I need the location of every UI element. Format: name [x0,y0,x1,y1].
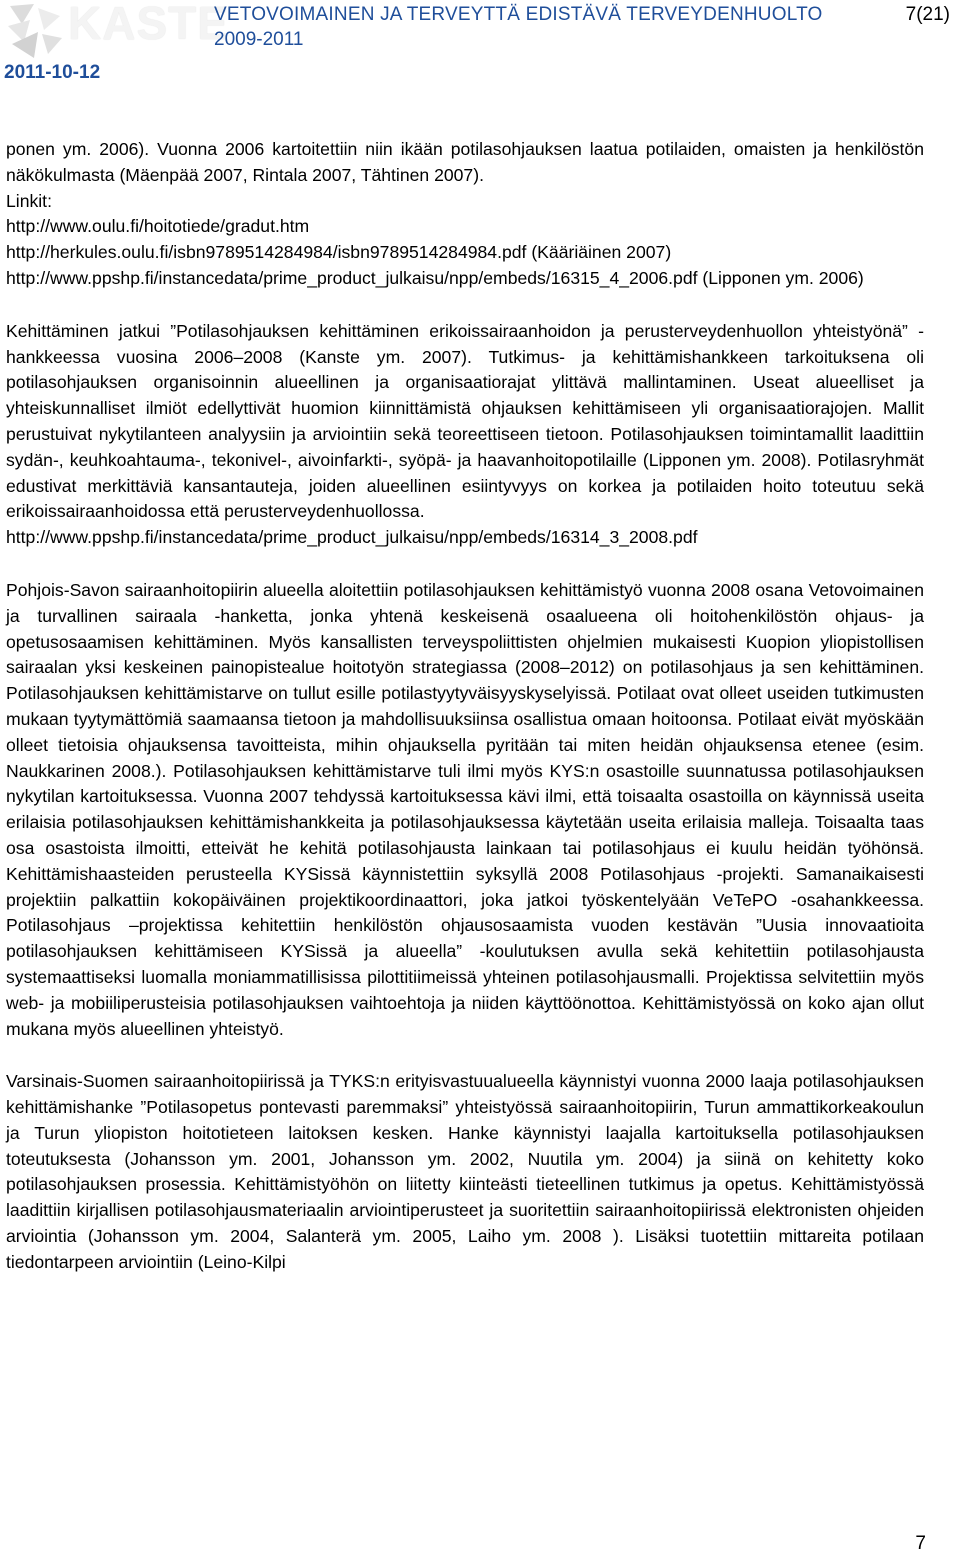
links-label: Linkit: [6,190,52,211]
paragraph-pohjois-savo: Pohjois-Savon sairaanhoitopiirin alueella aloitettiin potilasohjauksen kehittämistyö vuonna 2008 osana Vetovoimainen ja turvallinen sairaala -hanketta, jonka yhtenä keskeisenä osaalueena oli hoitohenkilöstön ohjaus- ja opetusosaamisen kehittäminen. Myös kansallisten terveyspoliittisten ohjelmien mukaisesti Kuopion yliopistollisen sairaalan yksi keskeinen painopistealue hoitotyön strategiassa (2008–2012) on potilasohjaus ja sen kehittäminen. Potilasohjauksen kehittämistarve on tullut esille potilastyytyväisyyskyselyissä. Potilaat ovat olleet useiden tutkimusten mukaan tyytymättömiä saamaansa tietoon ja mahdollisuuksiinsa osallistua omaan hoitoonsa. Potilaat eivät myöskään olleet tietoisia ohjauksensa tavoitteista, mihin ohjauksella pyritään tai miten heidän ohjauksensa etenee (esim. Naukkarinen 2008.). Potilasohjauksen kehittämistarve tuli ilmi myös KYS:n osastoille suunnatussa potilasohjauksen nykytilan kartoituksessa. Vuonna 2007 tehdyssä kartoituksessa kävi ilmi, että toisaalta osastoilla on käynnissä useita erilaisia potilasohjauksen kehittämishankkeita ja potilasohjauksessa käytetään useita erilaisia malleja. Toisaalta taas osa osastoista ilmoitti, etteivät he kehitä potilasohjausta lainkaan tai potilasohjaus ei kuulu heidän työhönsä. Kehittämishaasteiden perusteella KYSissä käynnistettiin syksyllä 2008 Potilasohjaus -projekti. Samanaikaisesti projektiin palkattiin kokopäiväinen projektikoordinaattori, joka jatkoi työskentelyään VeTePO -osahankkeessa. Potilasohjaus –projektissa kehitettiin henkilöstön ohjausosaamista vuoden kestävän ”Uusia innovaatioita potilasohjauksen kehittämiseen KYSissä ja alueella” -koulutuksen avulla sekä kehitettiin potilasohjausta systemaattiseksi luomalla moniammatillisissa pilottitiimeissä yhteinen potilasohjausmalli. Projektissa selvitettiin myös web- ja mobiiliperusteisia potilasohjauksen vaihtoehtoja ja niiden käyttöönottoa. Kehittämistyössä on koko ajan ollut mukana myös alueellinen yhteistyö. [6,579,924,1039]
paragraph-kehittaminen: Kehittäminen jatkui ”Potilasohjauksen kehittäminen erikoissairaanhoidon ja perusterveydenhuollon yhteistyönä” -hankkeessa vuosina 2006–2008 (Kanste ym. 2007). Tutkimus- ja kehittämishankkeen tarkoituksena oli potilasohjauksen organisoinnin alueellinen ja organisaatiorajat ylittävä mallintaminen. Useat alueelliset ja yhteiskunnalliset ilmiöt edellyttivät huomion kiinnittämistä ohjauksen kehittämiseen yli organisaatiorajojen. Mallit perustuivat nykytilanteen analyysiin ja arviointiin sekä teoreettiseen tietoon. Potilasohjauksen toimintamallit laadittiin sydän-, keuhkoahtauma-, tekonivel-, aivoinfarkti-, syöpä- ja haavanhoitopotilaille (Lipponen ym. 2008). Potilasryhmät edustivat merkittäviä kansantauteja, joiden alueellinen esiintyvyys on korkea ja potilaiden hoito toteutuu sekä erikoissairaanhoidossa että perusterveydenhuollossa. [6,320,924,522]
link-ppshp-2008[interactable]: http://www.ppshp.fi/instancedata/prime_product_julkaisu/npp/embeds/16314_3_2008.pdf [6,527,698,548]
page-count: 7(21) [905,4,950,25]
link-herkules-pdf[interactable]: http://herkules.oulu.fi/isbn9789514284984/isbn9789514284984.pdf (Kääriäinen 2007) [6,242,672,263]
header-title: VETOVOIMAINEN JA TERVEYTTÄ EDISTÄVÄ TERVEYDENHUOLTO [214,4,823,25]
page-number: 7 [915,1533,926,1554]
link-ppshp-2006[interactable]: http://www.ppshp.fi/instancedata/prime_product_julkaisu/npp/embeds/16315_4_2006.pdf (Lipponen ym. 2006) [6,267,864,288]
paragraph-varsinais-suomi: Varsinais-Suomen sairaanhoitopiirissä ja TYKS:n erityisvastuualueella käynnistyi vuonna 2000 laaja potilasohjauksen kehittämishanke ”Potilasopetus pontevasti paremmaksi” yhteistyössä sairaanhoitopiirin, Turun ammattikorkeakoulun ja Turun yliopiston hoitotieteen laitoksen kesken. Hanke käynnistyi laajalla kartoituksella potilasohjauksen toteutuksesta (Johansson ym. 2001, Johansson ym. 2002, Nuutila ym. 2004) ja siinä on kehitetty koko potilasohjauksen prosessia. Kehittämistyöhön on liitetty kiinteästi tieteellinen tutkimus ja opetus. Kehittämistyössä laadittiin kirjallisen potilasohjausmateriaalin arviointiperusteet ja suoritettiin sairaanhoitopiirissä elektronisten ohjeiden arviointia (Johansson ym. 2004, Salanterä ym. 2005, Laiho ym. 2008 ). Lisäksi tuotettiin mittareita potilaan tiedontarpeen arviointiin (Leino-Kilpi [6,1071,924,1272]
paragraph-intro: ponen ym. 2006). Vuonna 2006 kartoitettiin niin ikään potilasohjauksen laatua potilaiden, omaisten ja henkilöstön näkökulmasta (Mäenpää 2007, Rintala 2007, Tähtinen 2007). [6,139,924,185]
kaste-logo [4,0,229,60]
document-body [6,137,924,1276]
logo-text: KASTE [68,0,229,49]
kaste-logo-mark-icon [4,2,64,60]
link-oulu-gradut[interactable]: http://www.oulu.fi/hoitotiede/gradut.htm [6,216,310,237]
header-years: 2009-2011 [214,29,304,50]
header-date: 2011-10-12 [4,62,101,83]
page-header [0,0,960,92]
